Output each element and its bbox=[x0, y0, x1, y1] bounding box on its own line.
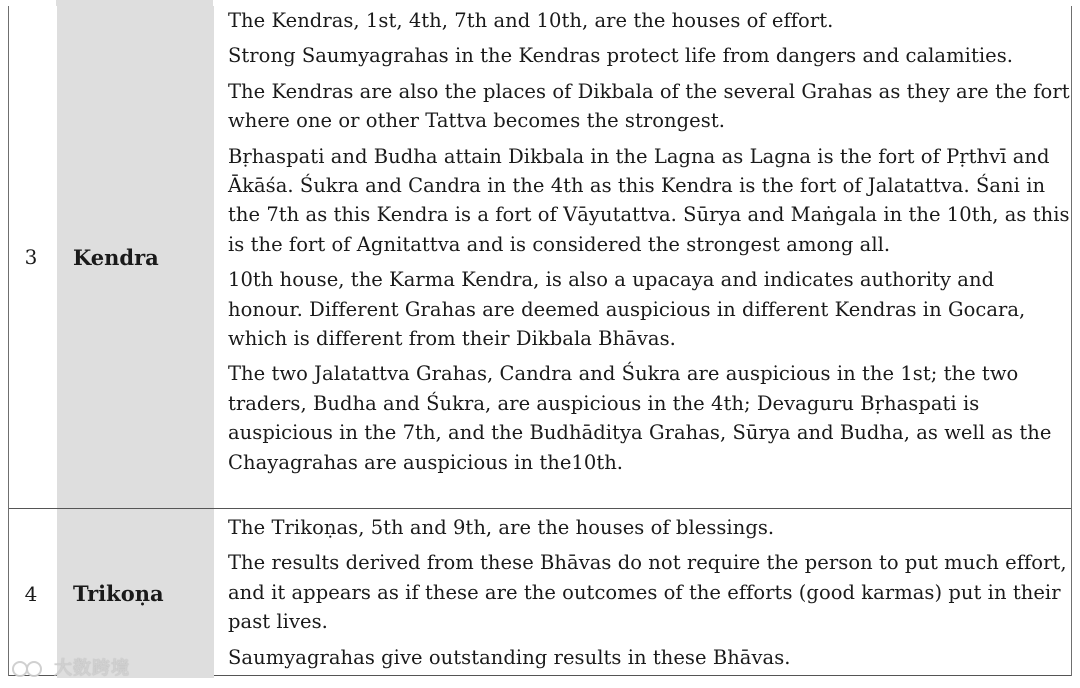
row-description bbox=[214, 509, 1071, 678]
paragraph: Strong Saumyagrahas in the Kendras protect life from dangers and calamities. bbox=[228, 44, 1014, 68]
paragraph: The Trikoṇas, 5th and 9th, are the houses of blessings. bbox=[228, 516, 775, 539]
paragraph: The Kendras, 1st, 4th, 7th and 10th, are the houses of effort. bbox=[228, 9, 834, 32]
watermark bbox=[10, 654, 130, 680]
row-name: Trikoṇa bbox=[57, 509, 214, 678]
watermark-text: 大数跨境 bbox=[54, 658, 130, 679]
paragraph: The two Jalatattva Grahas, Candra and Śukra are auspicious in the 1st; the two traders, Budha and Śukra, are auspicious in the 4th; Devaguru Bṛhaspati is auspicious in the 7th, and the Budhāditya Grahas, Sūrya and Budha, as well as the Chayagrahas are auspicious in the10th. bbox=[228, 362, 1052, 474]
paragraph: The results derived from these Bhāvas do not require the person to put much effort, and it appears as if these are the outcomes of the efforts (good karmas) put in their past lives. bbox=[228, 551, 1067, 634]
bhava-table bbox=[8, 6, 1072, 676]
row-number: 4 bbox=[24, 581, 38, 606]
paragraph: Saumyagrahas give outstanding results in these Bhāvas. bbox=[228, 645, 791, 669]
infinity-logo-icon bbox=[10, 658, 50, 676]
paragraph: 10th house, the Karma Kendra, is also a upacaya and indicates authority and honour. Different Grahas are deemed auspicious in different Kendras in Gocara, which is different from their Dikbala Bhāvas. bbox=[228, 268, 1026, 351]
paragraph: Bṛhaspati and Budha attain Dikbala in the Lagna as Lagna is the fort of Pṛthvī and Ākāśa. Śukra and Candra in the 4th as this Kendra is the fort of Jalatattva. Śani in the 7th as this Kendra is a fort of Vāyutattva. Sūrya and Maṅgala in the 10th, as this is the fort of Agnitattva and is considered the strongest among all. bbox=[228, 144, 1070, 256]
table-row-kendra bbox=[9, 6, 1071, 509]
table-row-trikona bbox=[9, 509, 1071, 676]
row-name: Kendra bbox=[57, 6, 214, 508]
row-description bbox=[214, 6, 1071, 508]
paragraph: The Kendras are also the places of Dikbala of the several Grahas as they are the fort where one or other Tattva becomes the strongest. bbox=[228, 79, 1070, 133]
row-number: 3 bbox=[24, 245, 38, 269]
